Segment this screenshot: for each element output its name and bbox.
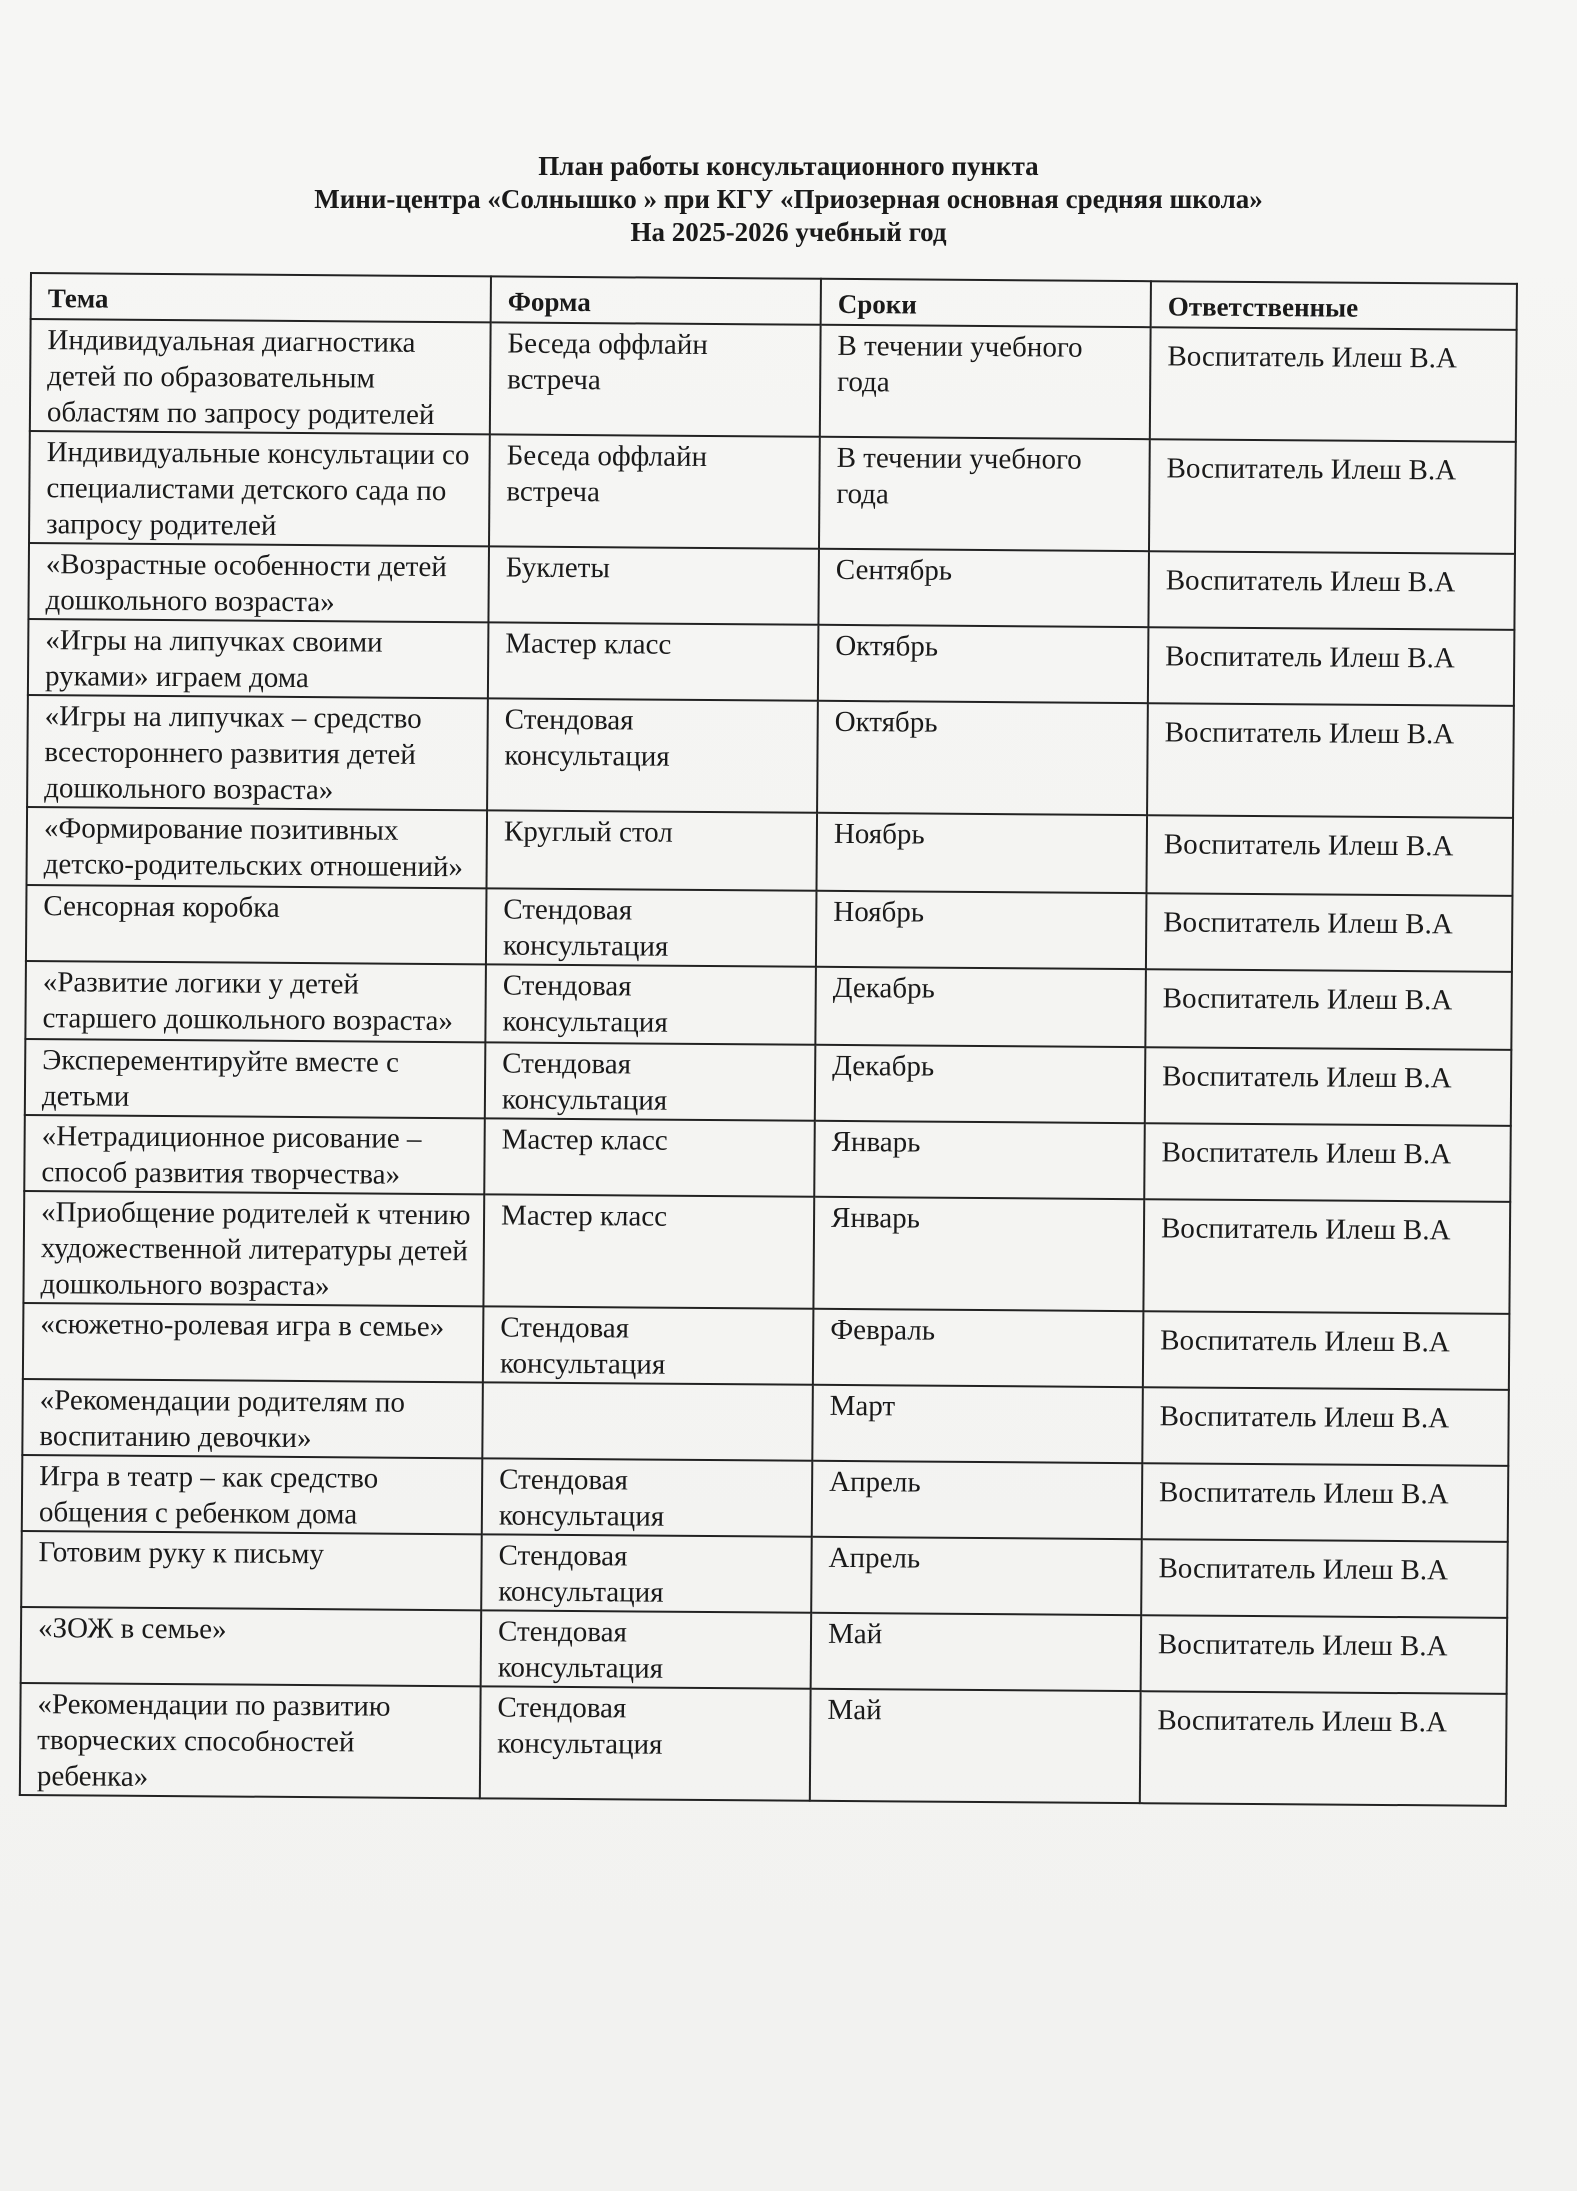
plan-table [19, 272, 1518, 1807]
cell-topic: Эксперементируйте вместе с детьми [25, 1039, 486, 1118]
cell-topic: «Игры на липучках своими руками» играем дома [28, 619, 489, 698]
header-line-3: На 2025-2026 учебный год [630, 217, 947, 247]
table-row [28, 619, 1515, 706]
cell-period: Декабрь [815, 967, 1146, 1047]
cell-form: Круглый стол [486, 810, 817, 890]
cell-topic: Готовим руку к письму [21, 1531, 482, 1610]
cell-topic: «Формирование позитивных детско-родительских отношений» [27, 807, 488, 888]
cell-period: Январь [814, 1121, 1145, 1199]
cell-topic: Индивидуальная диагностика детей по образовательным областям по запросу родителей [30, 319, 491, 434]
cell-topic: «Приобщение родителей к чтению художественной литературы детей дошкольного возраста» [23, 1191, 484, 1306]
cell-responsible: Воспитатель Илеш В.А [1141, 1539, 1508, 1618]
cell-period: Апрель [812, 1461, 1143, 1539]
cell-period: Сентябрь [818, 549, 1149, 627]
cell-period: Февраль [813, 1309, 1144, 1387]
cell-form [482, 1382, 813, 1460]
table-row [21, 1607, 1508, 1694]
cell-period: Декабрь [815, 1045, 1146, 1123]
cell-topic: «Рекомендации по развитию творческих способностей ребенка» [20, 1683, 481, 1798]
cell-topic: «ЗОЖ в семье» [21, 1607, 482, 1686]
table-row [29, 431, 1516, 554]
cell-responsible: Воспитатель Илеш В.А [1147, 703, 1514, 818]
table-row [23, 1191, 1510, 1314]
cell-period: Май [811, 1613, 1142, 1691]
cell-period: В течении учебного года [820, 325, 1151, 439]
cell-topic: «Рекомендации родителям по воспитанию девочки» [22, 1379, 483, 1458]
table-row [28, 543, 1515, 630]
cell-period: Март [812, 1385, 1143, 1463]
cell-form: Стендовая консультация [481, 1534, 812, 1612]
cell-form: Стендовая консультация [482, 1458, 813, 1536]
cell-form: Стендовая консультация [480, 1686, 811, 1800]
column-header-responsible: Ответственные [1151, 281, 1517, 330]
cell-responsible: Воспитатель Илеш В.А [1142, 1387, 1509, 1466]
cell-responsible: Воспитатель Илеш В.А [1148, 627, 1515, 706]
column-header-topic: Тема [31, 273, 491, 322]
column-header-form: Форма [491, 276, 821, 324]
cell-period: В течении учебного года [819, 437, 1150, 551]
table-row [20, 1683, 1507, 1806]
table-row [30, 319, 1517, 442]
table-row [25, 1039, 1512, 1126]
cell-responsible: Воспитатель Илеш В.А [1145, 969, 1512, 1050]
cell-responsible: Воспитатель Илеш В.А [1149, 439, 1516, 554]
cell-period: Октябрь [817, 701, 1148, 815]
cell-form: Беседа оффлайн встреча [490, 322, 821, 436]
cell-topic: «Возрастные особенности детей дошкольного возраста» [28, 543, 489, 622]
cell-form: Стендовая консультация [481, 1610, 812, 1688]
table-row [27, 695, 1514, 818]
cell-form: Мастер класс [488, 622, 819, 700]
cell-form: Стендовая консультация [486, 888, 817, 966]
cell-topic: «сюжетно-ролевая игра в семье» [23, 1303, 484, 1382]
cell-responsible: Воспитатель Илеш В.А [1140, 1691, 1507, 1806]
cell-responsible: Воспитатель Илеш В.А [1146, 815, 1513, 896]
cell-form: Стендовая консультация [485, 1042, 816, 1120]
cell-topic: Игра в театр – как средство общения с ребенком дома [22, 1455, 483, 1534]
cell-form: Мастер класс [483, 1194, 814, 1308]
cell-responsible: Воспитатель Илеш В.А [1143, 1311, 1510, 1390]
column-header-period: Сроки [821, 279, 1151, 327]
cell-form: Стендовая консультация [483, 1306, 814, 1384]
document-header [0, 150, 1577, 249]
cell-responsible: Воспитатель Илеш В.А [1142, 1463, 1509, 1542]
cell-period: Апрель [811, 1537, 1142, 1615]
cell-form: Стендовая консультация [485, 964, 816, 1044]
cell-period: Ноябрь [816, 813, 1147, 893]
table-row [22, 1379, 1509, 1466]
cell-responsible: Воспитатель Илеш В.А [1148, 551, 1515, 630]
table-row [22, 1455, 1509, 1542]
cell-period: Май [810, 1689, 1141, 1803]
table-row [27, 807, 1514, 896]
cell-topic: «Нетрадиционное рисование – способ развития творчества» [24, 1115, 485, 1194]
cell-form: Беседа оффлайн встреча [489, 434, 820, 548]
cell-form: Буклеты [488, 546, 819, 624]
cell-responsible: Воспитатель Илеш В.А [1143, 1199, 1510, 1314]
header-line-2: Мини-центра «Солнышко » при КГУ «Приозерная основная средняя школа» [314, 184, 1263, 214]
cell-topic: «Развитие логики у детей старшего дошкольного возраста» [25, 961, 486, 1042]
cell-responsible: Воспитатель Илеш В.А [1144, 1123, 1511, 1202]
cell-responsible: Воспитатель Илеш В.А [1146, 893, 1513, 972]
cell-responsible: Воспитатель Илеш В.А [1145, 1047, 1512, 1126]
cell-topic: Индивидуальные консультации со специалистами детского сада по запросу родителей [29, 431, 490, 546]
cell-form: Стендовая консультация [487, 698, 818, 812]
cell-responsible: Воспитатель Илеш В.А [1150, 327, 1517, 442]
table-body [20, 319, 1517, 1806]
cell-form: Мастер класс [484, 1118, 815, 1196]
table-row [21, 1531, 1508, 1618]
cell-topic: «Игры на липучках – средство всестороннего развития детей дошкольного возраста» [27, 695, 488, 810]
cell-responsible: Воспитатель Илеш В.А [1141, 1615, 1508, 1694]
cell-period: Октябрь [818, 625, 1149, 703]
cell-period: Ноябрь [816, 891, 1147, 969]
table-row [26, 885, 1513, 972]
table-row [23, 1303, 1510, 1390]
cell-period: Январь [813, 1197, 1144, 1311]
table-row [24, 1115, 1511, 1202]
table-row [25, 961, 1512, 1050]
header-line-1: План работы консультационного пункта [538, 151, 1039, 181]
cell-topic: Сенсорная коробка [26, 885, 487, 964]
